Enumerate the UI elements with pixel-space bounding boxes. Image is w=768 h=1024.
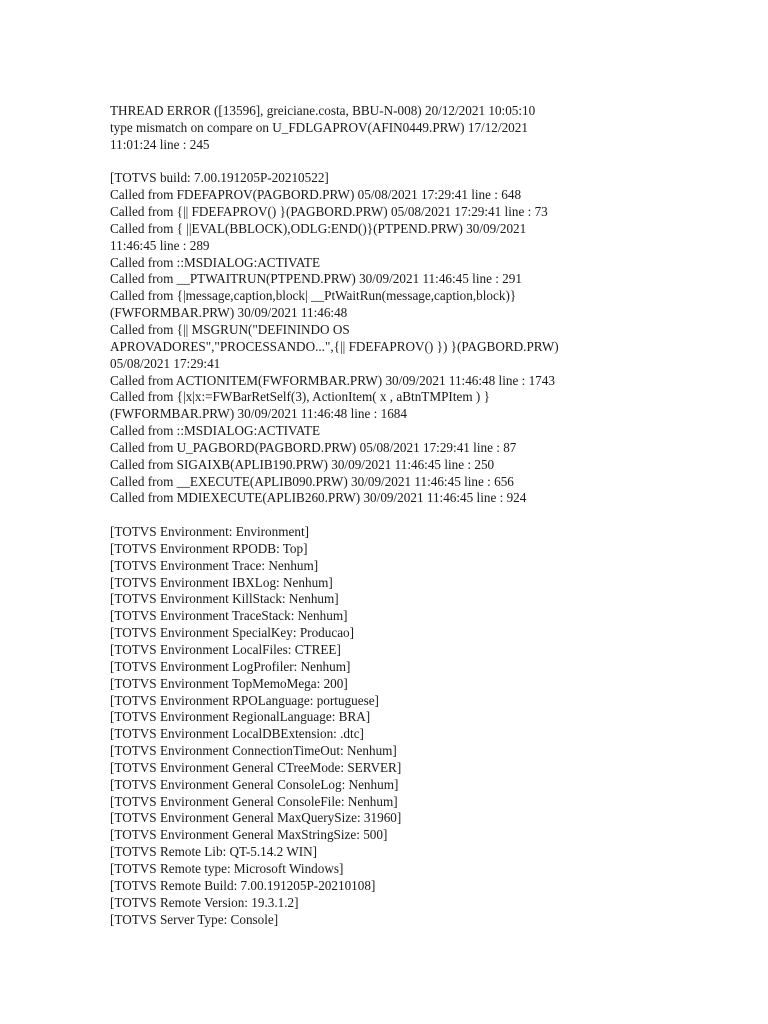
- env-line: [TOTVS Remote Lib: QT-5.14.2 WIN]: [110, 844, 318, 860]
- env-line: [TOTVS Environment SpecialKey: Producao]: [110, 625, 355, 641]
- env-line: [TOTVS Environment RegionalLanguage: BRA]: [110, 709, 371, 725]
- env-line: [TOTVS Environment LocalDBExtension: .dtc]: [110, 726, 364, 742]
- env-line: [TOTVS Environment RPODB: Top]: [110, 540, 308, 556]
- env-line: [TOTVS Environment TraceStack: Nenhum]: [110, 608, 348, 624]
- env-line: [TOTVS Environment ConnectionTimeOut: Nenhum]: [110, 743, 397, 759]
- log-line: 11:46:45 line : 289: [110, 237, 210, 253]
- env-line: [TOTVS Environment Trace: Nenhum]: [110, 557, 319, 573]
- env-line: [TOTVS Remote Version: 19.3.1.2]: [110, 894, 299, 910]
- log-line: type mismatch on compare on U_FDLGAPROV(AFIN0449.PRW) 17/12/2021: [110, 119, 528, 135]
- env-line: [TOTVS Environment General MaxStringSize: 500]: [110, 827, 388, 843]
- call-stack: [110, 170, 670, 507]
- log-line: Called from {|x|x:=FWBarRetSelf(3), ActionItem( x , aBtnTMPItem ) }: [110, 389, 490, 405]
- blank-line: [110, 154, 670, 171]
- log-line: Called from {|| FDEFAPROV() }(PAGBORD.PRW) 05/08/2021 17:29:41 line : 73: [110, 204, 548, 220]
- log-line: Called from ::MSDIALOG:ACTIVATE: [110, 423, 321, 439]
- log-line: THREAD ERROR ([13596], greiciane.costa, BBU-N-008) 20/12/2021 10:05:10: [110, 103, 536, 118]
- error-header: [110, 103, 670, 154]
- env-line: [TOTVS Environment: Environment]: [110, 524, 310, 540]
- env-line: [TOTVS Remote type: Microsoft Windows]: [110, 860, 344, 876]
- log-line: (FWFORMBAR.PRW) 30/09/2021 11:46:48 line : 1684: [110, 406, 407, 422]
- log-line: 05/08/2021 17:29:41: [110, 355, 221, 371]
- log-line: Called from __EXECUTE(APLIB090.PRW) 30/09/2021 11:46:45 line : 656: [110, 473, 514, 489]
- log-line: Called from {|| MSGRUN("DEFININDO OS: [110, 321, 350, 337]
- log-line: Called from { ||EVAL(BBLOCK),ODLG:END()}(PTPEND.PRW) 30/09/2021: [110, 220, 527, 236]
- env-line: [TOTVS Environment General ConsoleLog: Nenhum]: [110, 776, 399, 792]
- blank-line: [110, 507, 670, 524]
- env-line: [TOTVS Environment General ConsoleFile: Nenhum]: [110, 793, 398, 809]
- env-line: [TOTVS Environment RPOLanguage: portuguese]: [110, 692, 379, 708]
- log-line: Called from ::MSDIALOG:ACTIVATE: [110, 254, 321, 270]
- log-line: (FWFORMBAR.PRW) 30/09/2021 11:46:48: [110, 305, 348, 321]
- log-line: Called from SIGAIXB(APLIB190.PRW) 30/09/2021 11:46:45 line : 250: [110, 456, 495, 472]
- log-line: 11:01:24 line : 245: [110, 136, 210, 152]
- log-line: APROVADORES","PROCESSANDO...",{|| FDEFAPROV() }) }(PAGBORD.PRW): [110, 338, 559, 354]
- log-line: Called from U_PAGBORD(PAGBORD.PRW) 05/08/2021 17:29:41 line : 87: [110, 439, 517, 455]
- env-line: [TOTVS Remote Build: 7.00.191205P-20210108]: [110, 877, 376, 893]
- log-line: Called from FDEFAPROV(PAGBORD.PRW) 05/08/2021 17:29:41 line : 648: [110, 187, 522, 203]
- env-line: [TOTVS Environment General MaxQuerySize: 31960]: [110, 810, 402, 826]
- log-line: Called from __PTWAITRUN(PTPEND.PRW) 30/09/2021 11:46:45 line : 291: [110, 271, 522, 287]
- log-line: Called from {|message,caption,block| __PtWaitRun(message,caption,block)}: [110, 288, 517, 304]
- env-line: [TOTVS Environment General CTreeMode: SERVER]: [110, 759, 402, 775]
- log-line: Called from ACTIONITEM(FWFORMBAR.PRW) 30/09/2021 11:46:48 line : 1743: [110, 372, 555, 388]
- env-line: [TOTVS Environment KillStack: Nenhum]: [110, 591, 339, 607]
- env-line: [TOTVS Environment IBXLog: Nenhum]: [110, 574, 333, 590]
- log-line: [TOTVS build: 7.00.191205P-20210522]: [110, 170, 329, 186]
- env-line: [TOTVS Server Type: Console]: [110, 911, 279, 927]
- env-line: [TOTVS Environment LogProfiler: Nenhum]: [110, 658, 351, 674]
- log-line: Called from MDIEXECUTE(APLIB260.PRW) 30/09/2021 11:46:45 line : 924: [110, 490, 527, 506]
- environment-info: [110, 524, 670, 928]
- error-log-text: [110, 103, 670, 928]
- env-line: [TOTVS Environment TopMemoMega: 200]: [110, 675, 348, 691]
- env-line: [TOTVS Environment LocalFiles: CTREE]: [110, 642, 341, 657]
